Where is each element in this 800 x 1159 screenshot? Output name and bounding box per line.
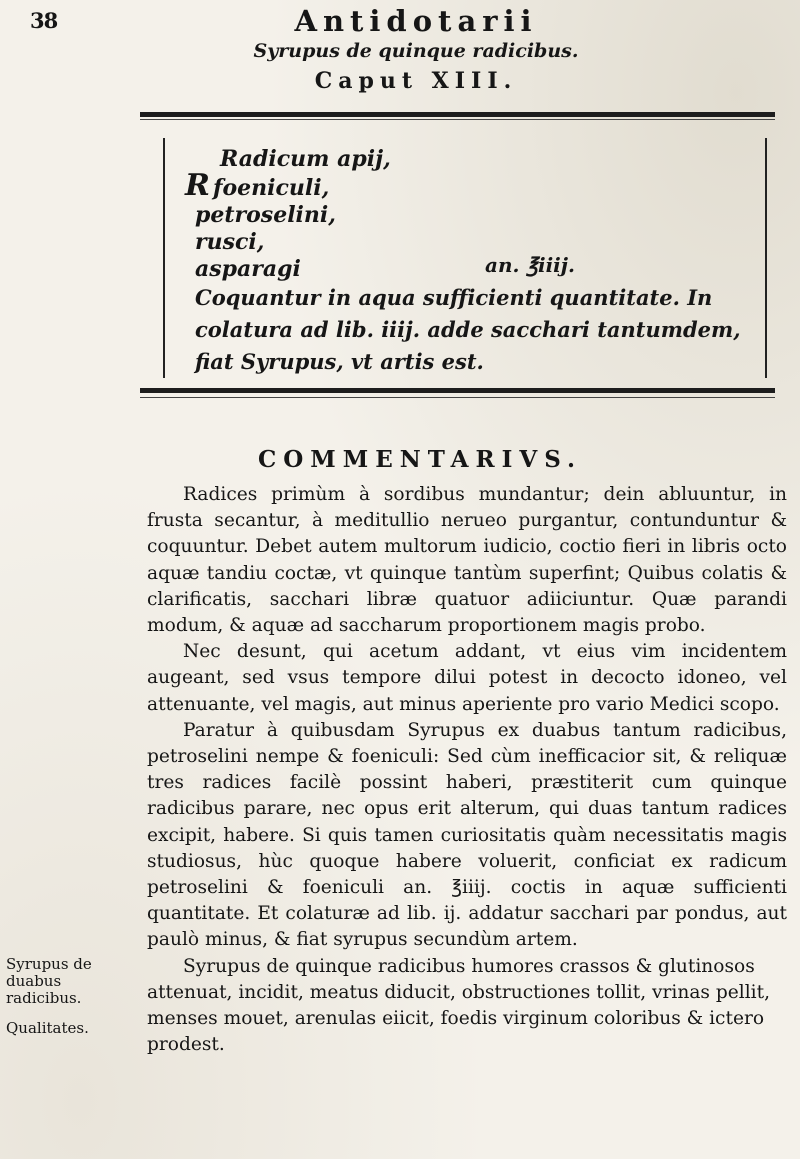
- page-number: 38: [30, 8, 58, 33]
- recipe-symbol-letter: R: [185, 168, 210, 203]
- top-rule-thin: [140, 119, 775, 120]
- margin-note-qualitates: Qualitates.: [6, 1019, 89, 1037]
- commentary-paragraph: Nec desunt, qui acetum addant, vt eius vim incidentem augeant, sed vsus tempore dilui potest in decocto idoneo, vel attenuante, vel magis, aut minus aperiente pro vario Medici scopo.: [147, 641, 787, 715]
- bottom-rule-thin: [140, 397, 775, 398]
- commentary-paragraph: Radices primùm à sordibus mundantur; dein abluuntur, in frusta secantur, à meditullio nerueo purgantur, contunduntur & coquuntur. Debet autem multorum iudicio, coctio fieri in libris octo aquæ tandiu coctæ, vt quinque tantùm superfint; Quibus colatis & clarificatis, sacchari libræ quatuor adiiciuntur. Quæ parandi modum, & aquæ ad saccharum proportionem magis probo.: [147, 484, 787, 637]
- commentary-paragraph: Syrupus de quinque radicibus humores crassos & glutinosos attenuat, incidit, meatus diducit, obstructiones tollit, vrinas pellit, menses mouet, arenulas eiicit, foedis virginum coloribus & ictero prodest.: [147, 955, 770, 1056]
- running-head: Antidotarii: [294, 4, 538, 38]
- recipe-symbol: [185, 168, 210, 203]
- ingredient-asparagus: asparagi: [195, 256, 301, 282]
- ingredient-foeniculum: foeniculi,: [213, 175, 330, 201]
- recipe-box: [163, 138, 767, 378]
- ingredient-petroselinum: petroselini,: [195, 202, 336, 228]
- margin-note-syrupus-duabus: Syrupus de duabus radicibus.: [6, 955, 92, 1007]
- bottom-rule: [140, 388, 775, 393]
- commentary-body: [147, 482, 787, 1058]
- commentary-paragraph: Paratur à quibusdam Syrupus ex duabus tantum radicibus, petroselini nempe & foeniculi: Sed cùm inefficacior sit, & reliquæ tres radices facilè possint haberi, præstiterit cum quinque radicibus parare, nec opus erit alterum, qui duas tantum radices excipit, habere. Si quis tamen curiositatis quàm necessitatis magis studiosus, hùc quoque habere voluerit, conficiat ex radicum petroselini & foeniculi an. ℥iiij. coctis in aquæ sufficienti quantitate. Et colaturæ ad lib. ij. addatur sacchari par pondus, aut paulò minus, & fiat syrupus secundùm artem.: [147, 719, 787, 951]
- section-subtitle: Syrupus de quinque radicibus.: [253, 40, 579, 62]
- chapter-heading: Caput XIII.: [314, 68, 518, 94]
- recipe-quantity: an. ℥iiij.: [485, 253, 575, 277]
- top-rule: [140, 112, 775, 117]
- recipe-instruction: Coquantur in aqua sufficienti quantitate. In colatura ad lib. iiij. adde sacchari tantumdem, fiat Syrupus, vt artis est.: [195, 285, 741, 374]
- ingredient-apium: Radicum apij,: [220, 146, 391, 172]
- ingredient-ruscus: rusci,: [195, 229, 265, 255]
- commentary-heading: COMMENTARIVS.: [257, 446, 583, 473]
